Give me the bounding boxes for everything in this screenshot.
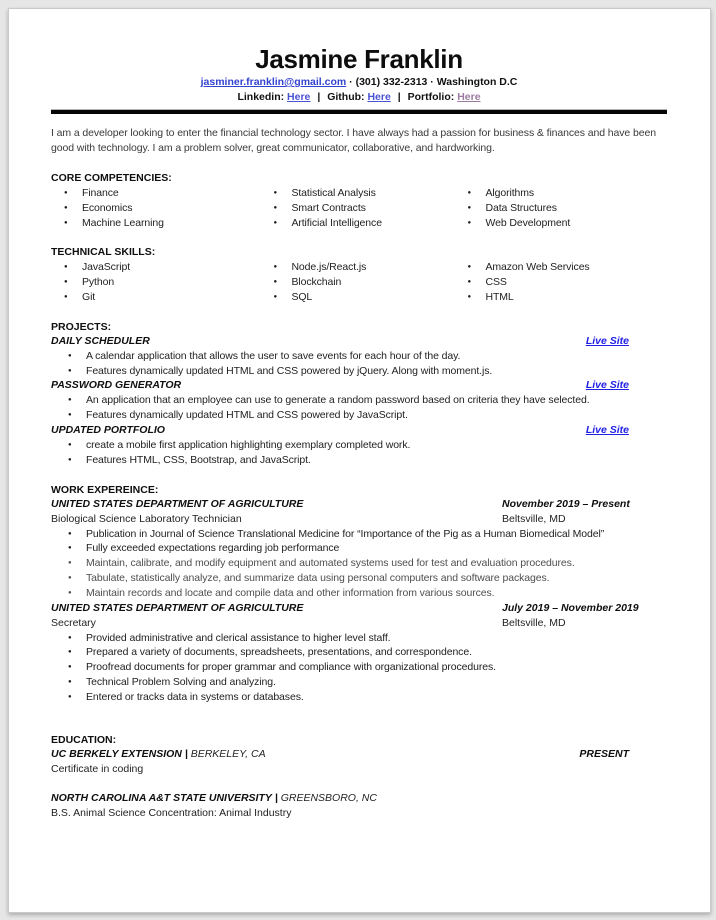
education-school-line: [51, 791, 377, 806]
separator: |: [184, 747, 188, 760]
education-school-line: [51, 747, 266, 762]
resume-content: [9, 9, 710, 821]
section-heading-education: EDUCATION:: [51, 733, 117, 746]
list-item: ● Finance: [51, 186, 260, 201]
technical-skills-col-2: [260, 260, 454, 304]
project-header: [51, 334, 667, 349]
list-item: ● Machine Learning: [51, 216, 260, 231]
list-item: ● CSS: [454, 275, 667, 290]
job-header: [51, 601, 667, 616]
contact-details: · (301) 332-2313 · Washington D.C: [349, 76, 518, 88]
list-item: ● Git: [51, 290, 260, 305]
list-item: ● Proofread documents for proper grammar and compliance with organizational procedures.: [51, 660, 667, 675]
job-company: UNITED STATES DEPARTMENT OF AGRICULTURE: [51, 601, 304, 614]
project-title: DAILY SCHEDULER: [51, 334, 150, 347]
list-item: ● create a mobile first application highlighting exemplary completed work.: [51, 438, 667, 453]
list-item: ● Economics: [51, 201, 260, 216]
list-item: ● Node.js/React.js: [260, 260, 454, 275]
github-label: Github:: [327, 91, 365, 103]
list-item: ● Blockchain: [260, 275, 454, 290]
technical-skills-grid: [51, 260, 667, 304]
spacer: [51, 705, 667, 719]
job-location: Beltsville, MD: [502, 512, 566, 525]
list-item: ● Data Structures: [454, 201, 667, 216]
list-item: ● Statistical Analysis: [260, 186, 454, 201]
list-item: ● Features dynamically updated HTML and CSS powered by JavaScript.: [51, 408, 667, 423]
list-item: ● HTML: [454, 290, 667, 305]
job-location: Beltsville, MD: [502, 616, 566, 629]
project-title: UPDATED PORTFOLIO: [51, 423, 165, 436]
school-location: GREENSBORO, NC: [280, 791, 377, 804]
list-item: ● Smart Contracts: [260, 201, 454, 216]
list-item: ● Maintain, calibrate, and modify equipment and automated systems used for test and evaluation procedures.: [51, 556, 667, 571]
list-item: ● Algorithms: [454, 186, 667, 201]
list-item: ● A calendar application that allows the user to save events for each hour of the day.: [51, 349, 667, 364]
list-item: ● Features dynamically updated HTML and CSS powered by jQuery. Along with moment.js.: [51, 364, 667, 379]
section-heading-projects: PROJECTS:: [51, 320, 112, 333]
live-site-link[interactable]: Live Site: [585, 334, 629, 347]
school-name: UC BERKELY EXTENSION: [51, 747, 182, 760]
separator: |: [274, 791, 278, 804]
header-rule: [51, 109, 667, 114]
list-item: ● Features HTML, CSS, Bootstrap, and JavaScript.: [51, 453, 667, 468]
email-link[interactable]: jasminer.franklin@gmail.com: [200, 76, 347, 88]
separator: |: [317, 91, 321, 103]
live-site-link[interactable]: Live Site: [585, 379, 629, 392]
portfolio-label: Portfolio:: [407, 91, 455, 103]
job-subheader: [51, 616, 667, 631]
job-subheader: [51, 512, 667, 527]
section-heading-technical-skills: TECHNICAL SKILLS:: [51, 246, 156, 259]
list-item: ● Fully exceeded expectations regarding job performance: [51, 541, 667, 556]
job-dates: July 2019 – November 2019: [502, 601, 639, 614]
school-location: BERKELEY, CA: [190, 747, 266, 760]
list-item: ● Python: [51, 275, 260, 290]
project-bullets: [51, 438, 667, 468]
list-item: ● Technical Problem Solving and analyzing.: [51, 675, 667, 690]
spacer: [51, 777, 667, 791]
contact-line: [51, 76, 667, 88]
job-dates: November 2019 – Present: [502, 497, 630, 510]
separator: |: [397, 91, 401, 103]
list-item: ● Amazon Web Services: [454, 260, 667, 275]
portfolio-link[interactable]: Here: [457, 91, 481, 103]
profile-links-line: [51, 91, 667, 103]
project-bullets: [51, 393, 667, 423]
education-detail: Certificate in coding: [51, 762, 144, 775]
list-item: ● SQL: [260, 290, 454, 305]
list-item: ● Web Development: [454, 216, 667, 231]
list-item: ● Provided administrative and clerical assistance to higher level staff.: [51, 631, 667, 646]
education-entry-header: [51, 791, 667, 806]
job-bullets: [51, 527, 667, 601]
summary-paragraph: I am a developer looking to enter the financial technology sector. I have always had a passion for business & finances and have been good with technology. I am a problem solver, great communicator, collaborative, and hardworking.: [51, 127, 656, 154]
list-item: ● Maintain records and locate and compile data and other information from various sources.: [51, 586, 667, 601]
resume-page: [8, 8, 711, 913]
project-bullets: [51, 349, 667, 379]
linkedin-label: Linkedin:: [237, 91, 285, 103]
page-title: Jasmine Franklin: [255, 44, 463, 74]
job-role: Biological Science Laboratory Technician: [51, 512, 242, 525]
job-entry: [51, 497, 667, 601]
core-competencies-col-3: [454, 186, 667, 230]
list-item: ● Prepared a variety of documents, spreadsheets, presentations, and correspondence.: [51, 645, 667, 660]
job-company: UNITED STATES DEPARTMENT OF AGRICULTURE: [51, 497, 304, 510]
core-competencies-grid: [51, 186, 667, 230]
list-item: ● An application that an employee can use to generate a random password based on criteria they have selected.: [51, 393, 667, 408]
live-site-link[interactable]: Live Site: [585, 423, 629, 436]
job-header: [51, 497, 667, 512]
list-item: ● JavaScript: [51, 260, 260, 275]
job-role: Secretary: [51, 616, 96, 629]
section-heading-work-experience: WORK EXPEREINCE:: [51, 483, 159, 496]
core-competencies-col-2: [260, 186, 454, 230]
list-item: ● Artificial Intelligence: [260, 216, 454, 231]
core-competencies-col-1: [51, 186, 260, 230]
section-heading-core-competencies: CORE COMPETENCIES:: [51, 172, 172, 184]
github-link[interactable]: Here: [367, 91, 391, 103]
project-header: [51, 423, 667, 438]
list-item: ● Tabulate, statistically analyze, and summarize data using personal computers and software packages.: [51, 571, 667, 586]
project-title: PASSWORD GENERATOR: [51, 379, 182, 392]
job-entry: [51, 601, 667, 705]
list-item: ● Publication in Journal of Science Translational Medicine for “Importance of the Pig as a Human Biomedical Model”: [51, 527, 667, 542]
education-dates: PRESENT: [579, 747, 629, 760]
project-header: [51, 378, 667, 393]
technical-skills-col-1: [51, 260, 260, 304]
school-name: NORTH CAROLINA A&T STATE UNIVERSITY: [51, 791, 272, 804]
job-bullets: [51, 631, 667, 705]
education-entry-header: [51, 747, 667, 762]
education-detail: B.S. Animal Science Concentration: Animal Industry: [51, 806, 292, 819]
technical-skills-col-3: [454, 260, 667, 304]
list-item: ● Entered or tracks data in systems or databases.: [51, 690, 667, 705]
linkedin-link[interactable]: Here: [287, 91, 311, 103]
